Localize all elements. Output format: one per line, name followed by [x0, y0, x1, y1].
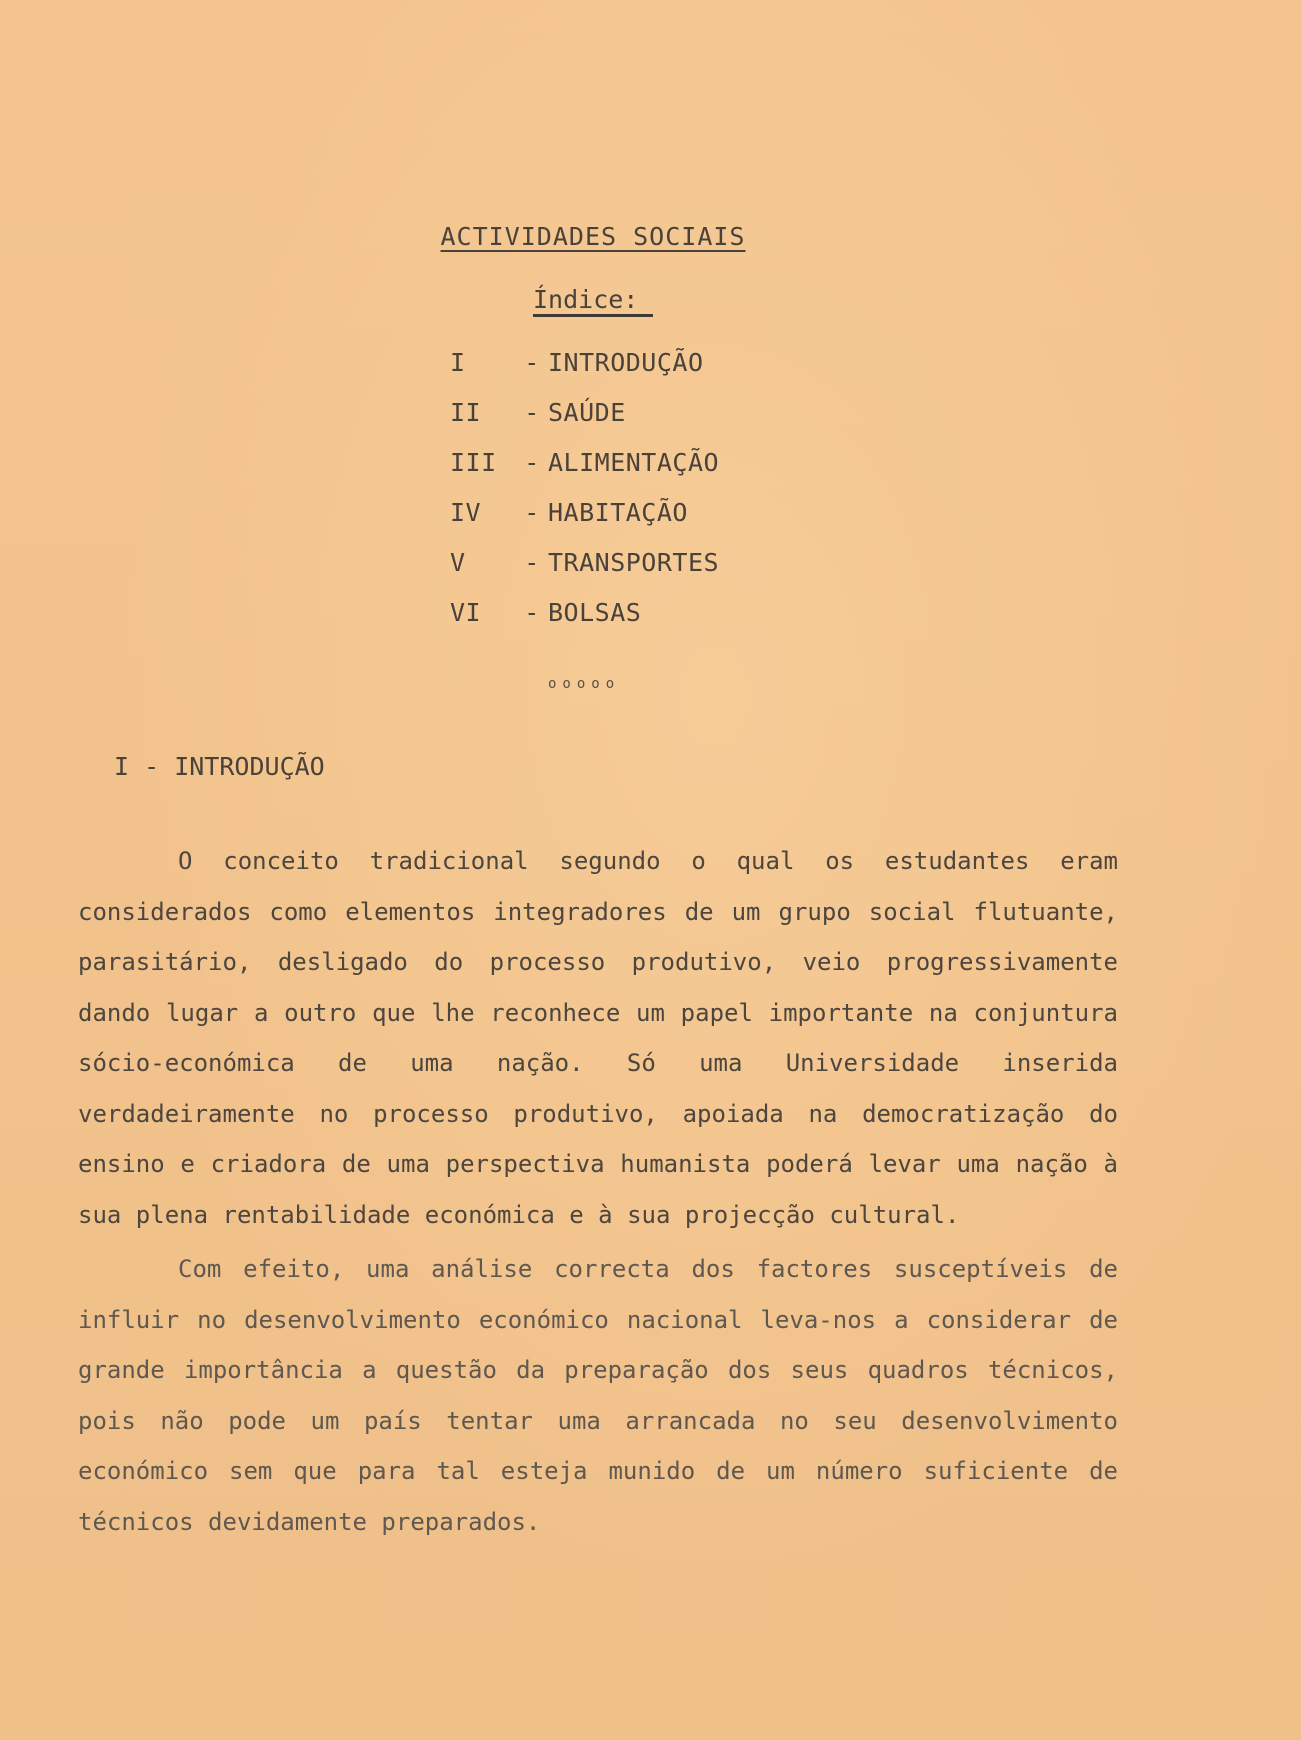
toc-item-label: INTRODUÇÃO — [548, 348, 704, 377]
toc-item — [450, 498, 850, 548]
paragraph: Com efeito, uma análise correcta dos factores susceptíveis de influir no desenvolvimento económico nacional leva-nos a considerar de grande importância a questão da preparação dos seus quadros técnicos, pois não pode um país tentar uma arrancada no seu desenvolvimento económico sem que para tal esteja munido de um número suficiente de técnicos devidamente preparados. — [78, 1255, 1118, 1536]
toc-item-label: SAÚDE — [548, 398, 626, 427]
toc-item-number: II — [450, 398, 482, 427]
toc-item-number: I — [450, 348, 466, 377]
index-label: Índice: — [533, 285, 639, 314]
toc-item-label: HABITAÇÃO — [548, 498, 688, 527]
toc-item-dash: - — [524, 598, 540, 627]
body-text — [78, 836, 1118, 1551]
toc-item-dash: - — [524, 548, 540, 577]
document-title: ACTIVIDADES SOCIAIS — [440, 222, 746, 251]
toc-item-label: ALIMENTAÇÃO — [548, 448, 720, 477]
toc-item-number: III — [450, 448, 497, 477]
toc-item — [450, 548, 850, 598]
toc-item-number: VI — [450, 598, 482, 627]
section-heading: I - INTRODUÇÃO — [114, 752, 325, 781]
toc-item-dash: - — [524, 448, 540, 477]
toc-item-dash: - — [524, 398, 540, 427]
toc-item-label: BOLSAS — [548, 598, 642, 627]
toc-item — [450, 598, 850, 648]
toc-item-dash: - — [524, 348, 540, 377]
toc-item — [450, 398, 850, 448]
toc-item-dash: - — [524, 498, 540, 527]
toc-item-number: V — [450, 548, 466, 577]
toc-item-number: IV — [450, 498, 482, 527]
toc-item — [450, 448, 850, 498]
toc-item-label: TRANSPORTES — [548, 548, 720, 577]
toc-item — [450, 348, 850, 398]
index-underline — [533, 314, 653, 317]
section-separator: ooooo — [548, 676, 621, 692]
table-of-contents — [450, 348, 850, 648]
paragraph: O conceito tradicional segundo o qual os estudantes eram considerados como elementos integradores de um grupo social flutuante, parasitário, desligado do processo produtivo, veio progressivamente dando lugar a outro que lhe reconhece um papel importante na conjuntura sócio-económica de uma nação. Só uma Universidade inserida verdadeiramente no processo produtivo, apoiada na democratização do ensino e criadora de uma perspectiva humanista poderá levar uma nação à sua plena rentabilidade económica e à sua projecção cultural. — [78, 847, 1118, 1229]
